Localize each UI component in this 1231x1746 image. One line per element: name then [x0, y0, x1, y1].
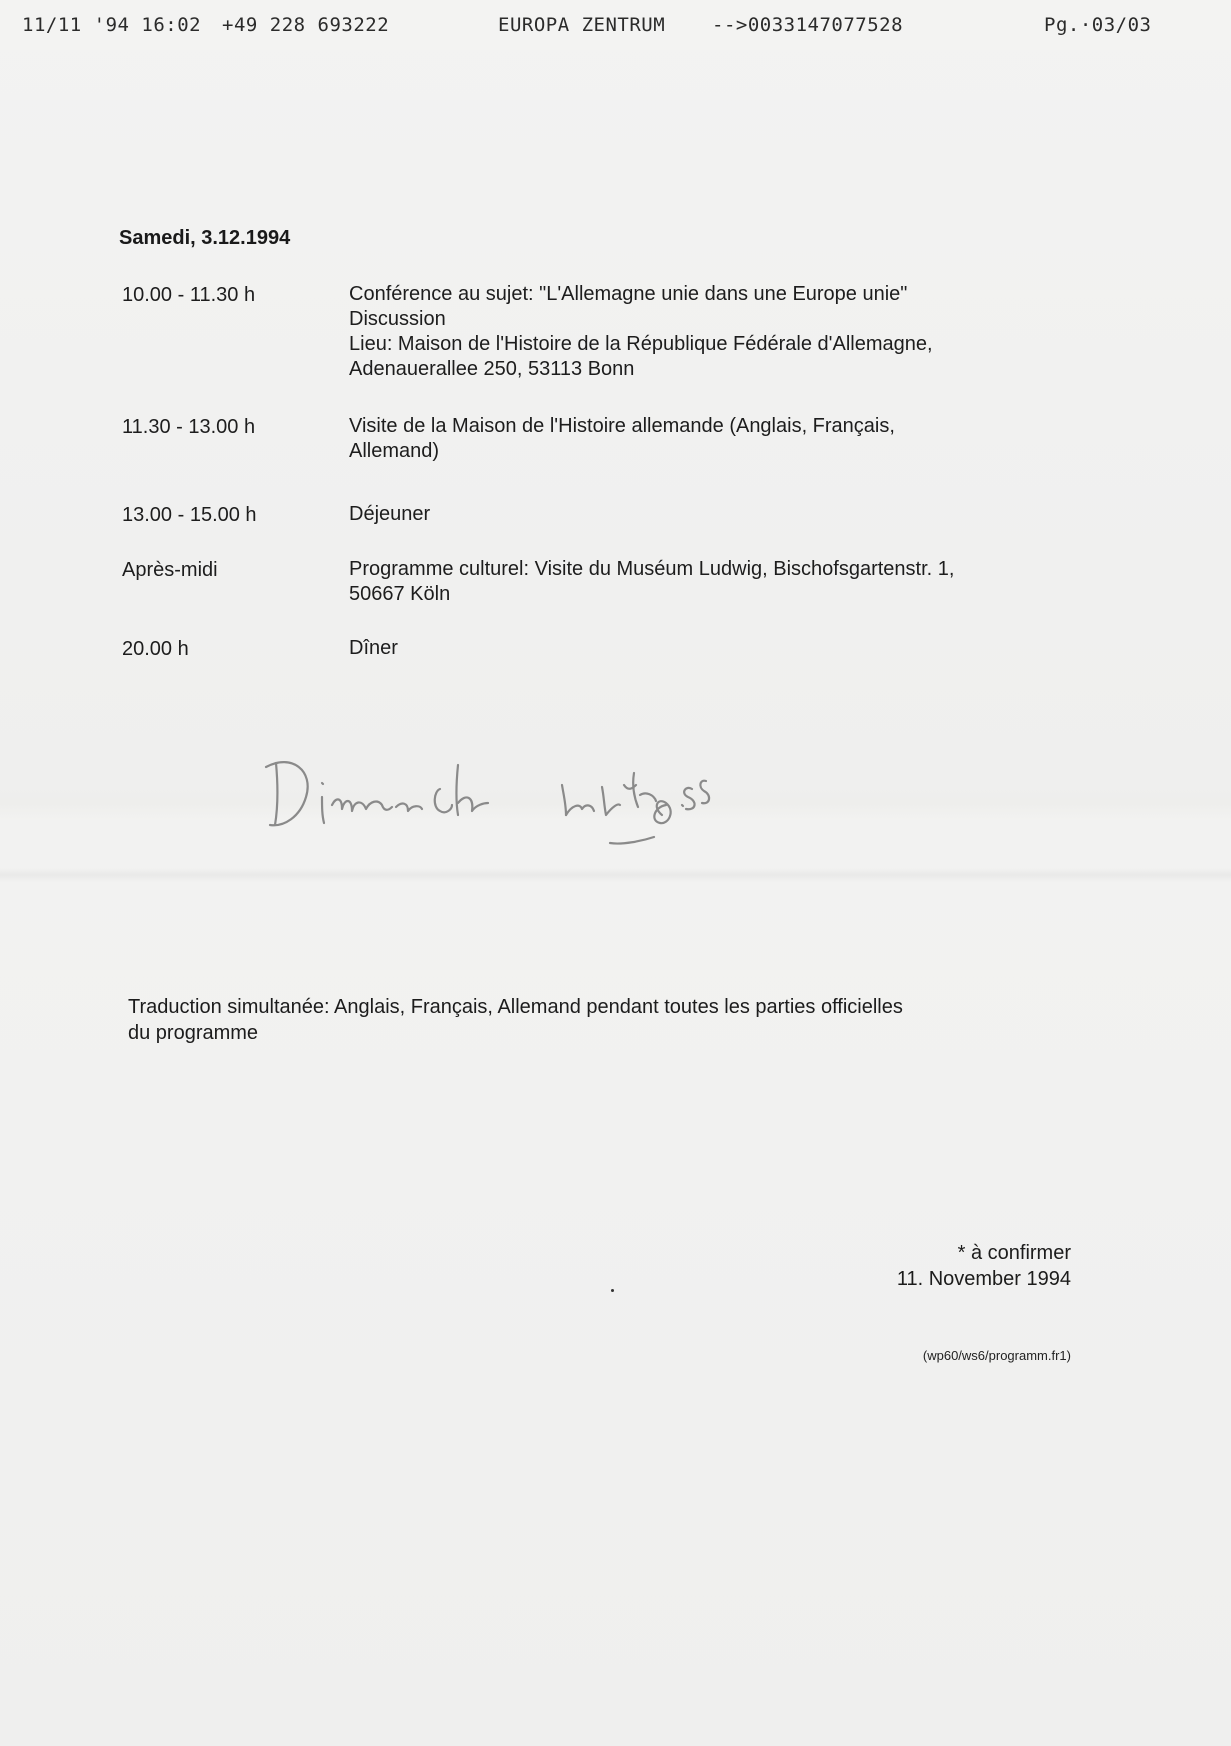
schedule-line: Visite de la Maison de l'Histoire allemande (Anglais, Français, [349, 415, 895, 437]
schedule-line: Déjeuner [349, 503, 431, 525]
fax-sender-name: EUROPA ZENTRUM [498, 14, 666, 36]
confirmation-block [897, 1240, 1071, 1292]
schedule-line: 50667 Köln [349, 583, 451, 605]
translation-line: Traduction simultanée: Anglais, Français, Allemand pendant toutes les parties officielles [128, 996, 903, 1018]
schedule-time: 10.00 - 11.30 h [122, 284, 256, 306]
fax-datetime: 11/11 '94 16:02 [22, 14, 202, 36]
document-date: 11. November 1994 [896, 1268, 1071, 1290]
paper-speck [611, 1289, 614, 1292]
schedule-time: 20.00 h [122, 638, 189, 660]
fax-transmission-header [0, 14, 1231, 44]
schedule-description [349, 557, 1069, 607]
paper-fold [0, 868, 1231, 882]
schedule-description [349, 502, 1069, 527]
schedule-line: Adenauerallee 250, 53113 Bonn [349, 358, 635, 380]
fax-destination: -->0033147077528 [712, 14, 904, 36]
schedule-time: 11.30 - 13.00 h [122, 416, 256, 438]
schedule-line: Dîner [349, 637, 398, 659]
schedule-line: Allemand) [349, 440, 440, 462]
schedule-line: Conférence au sujet: "L'Allemagne unie dans une Europe unie" [349, 283, 908, 305]
confirm-note: * à confirmer [957, 1242, 1071, 1264]
translation-note [128, 994, 1078, 1046]
schedule-line: Discussion [349, 308, 446, 330]
fax-sender-phone: +49 228 693222 [222, 14, 390, 36]
translation-line: du programme [128, 1022, 259, 1044]
schedule-description [349, 414, 1069, 464]
schedule-line: Lieu: Maison de l'Histoire de la République Fédérale d'Allemagne, [349, 333, 933, 355]
schedule-time: Après-midi [122, 559, 218, 581]
schedule-time: 13.00 - 15.00 h [122, 504, 257, 526]
schedule-description [349, 282, 1069, 382]
file-reference: (wp60/ws6/programm.fr1) [922, 1348, 1071, 1363]
day-heading: Samedi, 3.12.1994 [119, 227, 291, 249]
handwritten-note-drawing [262, 745, 782, 855]
schedule-line: Programme culturel: Visite du Muséum Ludwig, Bischofsgartenstr. 1, [349, 558, 955, 580]
fax-page-number: Pg.·03/03 [1044, 14, 1152, 36]
schedule-description [349, 636, 1069, 661]
